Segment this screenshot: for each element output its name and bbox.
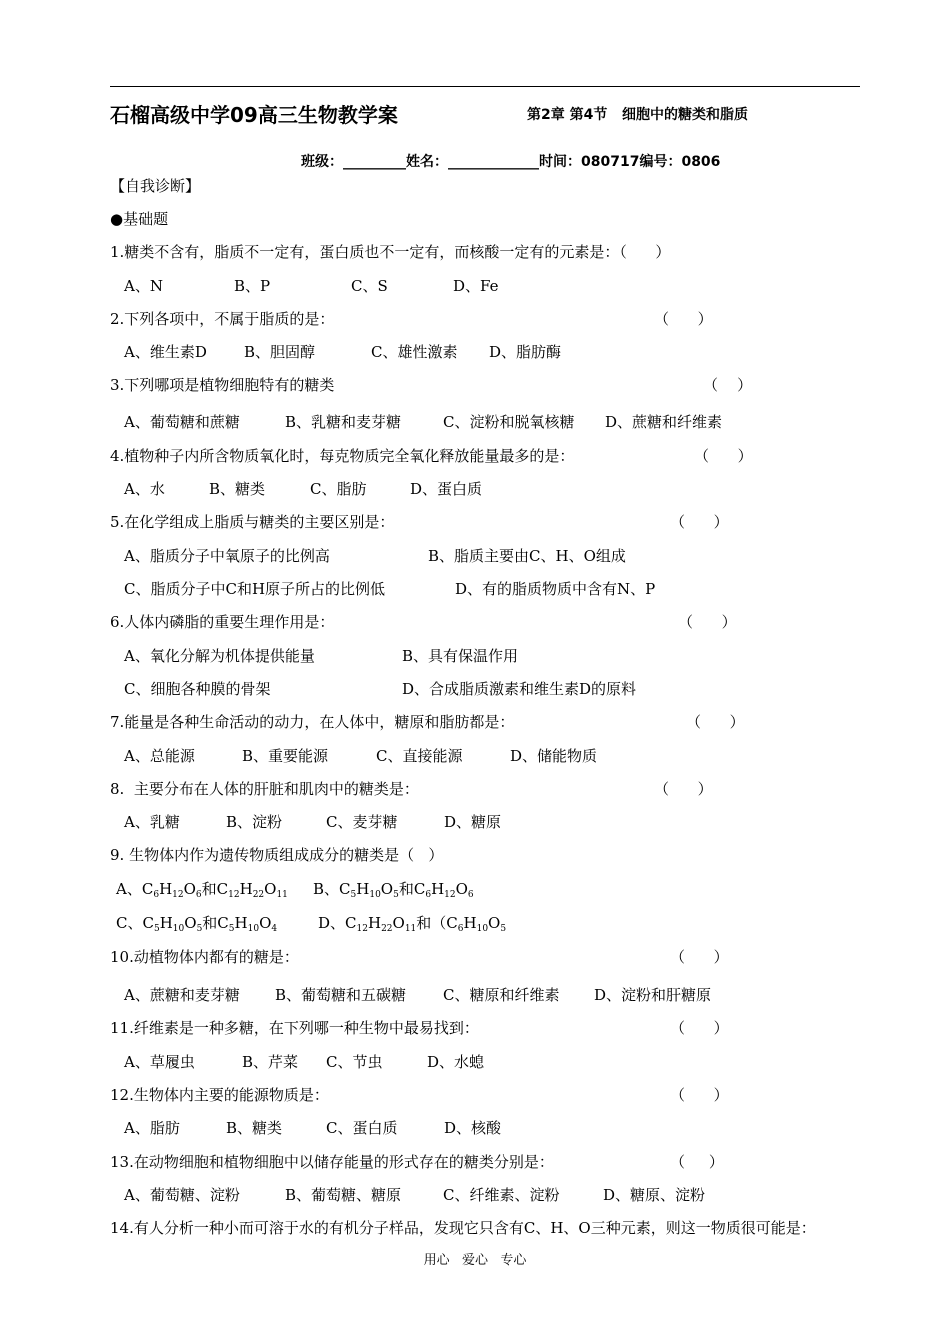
question-5-option-b: B、脂质主要由C、H、O组成 (428, 547, 626, 565)
question-2-option-d: D、脂肪酶 (489, 343, 562, 361)
formula-part: H (159, 880, 173, 898)
question-3-option-d: D、蔗糖和纤维素 (605, 413, 723, 431)
question-9-option-c (116, 913, 277, 939)
question-9-option-b (313, 879, 474, 905)
formula-sub: 6 (467, 890, 474, 900)
formula-sub: 22 (381, 924, 393, 934)
formula-sub: 5 (350, 890, 357, 900)
formula-part: H (239, 880, 253, 898)
formula-part: H (463, 914, 477, 932)
question-9-option-d (318, 913, 506, 939)
formula-sub: 4 (271, 924, 278, 934)
question-5-stem: 5.在化学组成上脂质与糖类的主要区别是： (110, 513, 395, 531)
question-1-stem: 1.糖类不含有，脂质不一定有，蛋白质也不一定有，而核酸一定有的元素是：（ ） (110, 243, 671, 261)
question-4-option-a: A、水 (124, 480, 165, 498)
formula-sub: 6 (153, 890, 160, 900)
question-7-option-c: C、直接能源 (376, 747, 463, 765)
question-11-option-c: C、节虫 (326, 1053, 383, 1071)
formula-sub: 6 (457, 924, 464, 934)
question-2-option-a: A、维生素D (124, 343, 207, 361)
question-8-option-c: C、麦芽糖 (326, 813, 398, 831)
question-13-stem: 13.在动物细胞和植物细胞中以储存能量的形式存在的糖类分别是： (110, 1153, 554, 1171)
question-11-option-b: B、芹菜 (242, 1053, 299, 1071)
question-3-option-b: B、乳糖和麦芽糖 (285, 413, 402, 431)
question-1-option-b: B、P (234, 277, 271, 295)
formula-sub: 6 (195, 890, 202, 900)
question-4-option-d: D、蛋白质 (410, 480, 483, 498)
question-7-option-b: B、重要能源 (242, 747, 329, 765)
question-10-stem: 10.动植物体内都有的糖是： (110, 948, 299, 966)
student-info-line: 班级：_________姓名：_____________时间：080717编号：0806 (301, 154, 721, 170)
formula-sub: 11 (276, 890, 288, 900)
formula-sub: 10 (476, 924, 489, 934)
question-13-option-b: B、葡萄糖、糖原 (285, 1186, 402, 1204)
formula-part: H (367, 914, 382, 932)
question-6-option-a: A、氧化分解为机体提供能量 (124, 647, 315, 665)
question-13-option-d: D、糖原、淀粉 (603, 1186, 706, 1204)
question-3-option-a: A、葡萄糖和蔗糖 (124, 413, 240, 431)
question-10-option-c: C、糖原和纤维素 (443, 986, 560, 1004)
question-2-answer-paren: （ ） (654, 310, 713, 328)
document-title: 石榴高级中学09高三生物教学案 (110, 103, 398, 127)
question-8-option-a: A、乳糖 (124, 813, 180, 831)
question-2-option-c: C、雄性激素 (371, 343, 458, 361)
question-5-answer-paren: （ ） (670, 513, 729, 531)
question-4-option-c: C、脂肪 (310, 480, 367, 498)
formula-part: O (455, 880, 468, 898)
question-1-option-a: A、N (124, 277, 163, 295)
question-4-answer-paren: （ ） (694, 447, 753, 465)
question-6-option-d: D、合成脂质激素和维生素D的原料 (402, 680, 637, 698)
question-12-answer-paren: （ ） (670, 1086, 729, 1104)
question-9-stem: 9. 生物体内作为遗传物质组成成分的糖类是（ ） (110, 846, 444, 864)
question-10-option-b: B、葡萄糖和五碳糖 (275, 986, 407, 1004)
formula-sub: 12 (228, 890, 240, 900)
formula-sub: 5 (153, 924, 160, 934)
formula-sub: 5 (500, 924, 507, 934)
question-10-option-d: D、淀粉和肝糖原 (594, 986, 712, 1004)
formula-part: O (183, 880, 196, 898)
question-12-option-c: C、蛋白质 (326, 1119, 398, 1137)
question-6-option-c: C、细胞各种膜的骨架 (124, 680, 271, 698)
question-7-answer-paren: （ ） (686, 713, 745, 731)
question-10-option-a: A、蔗糖和麦芽糖 (124, 986, 240, 1004)
question-3-stem: 3.下列哪项是植物细胞特有的糖类 (110, 376, 335, 394)
question-11-option-d: D、水螅 (427, 1053, 485, 1071)
question-3-option-c: C、淀粉和脱氧核糖 (443, 413, 575, 431)
question-4-stem: 4.植物种子内所含物质氧化时，每克物质完全氧化释放能量最多的是： (110, 447, 575, 465)
formula-part: O (259, 914, 272, 932)
question-1-option-c: C、S (351, 277, 388, 295)
question-10-answer-paren: （ ） (670, 948, 729, 966)
formula-part: O (264, 880, 277, 898)
question-2-stem: 2.下列各项中，不属于脂质的是： (110, 310, 335, 328)
formula-part: H (431, 880, 445, 898)
formula-part: B、C (313, 880, 351, 898)
formula-part: O (488, 914, 501, 932)
question-8-answer-paren: （ ） (654, 780, 713, 798)
formula-part: C (141, 880, 154, 898)
formula-part: 和C (398, 880, 426, 898)
formula-sub: 12 (172, 890, 184, 900)
formula-sub: 6 (425, 890, 432, 900)
formula-part: H (234, 914, 248, 932)
option-letter: A、 (116, 880, 142, 898)
formula-sub: 5 (393, 890, 399, 900)
section-self-diagnosis: 【自我诊断】 (110, 177, 201, 195)
question-8-option-b: B、淀粉 (226, 813, 283, 831)
formula-sub: 10 (247, 924, 260, 934)
question-9-option-a (116, 879, 288, 905)
question-5-option-a: A、脂质分子中氧原子的比例高 (124, 547, 330, 565)
formula-sub: 5 (196, 924, 203, 934)
section-basic: ●基础题 (110, 210, 169, 228)
formula-sub: 12 (444, 890, 456, 900)
question-7-option-a: A、总能源 (124, 747, 195, 765)
question-11-answer-paren: （ ） (670, 1019, 729, 1037)
question-6-answer-paren: （ ） (678, 613, 737, 631)
formula-sub: 22 (252, 890, 265, 900)
question-2-option-b: B、胆固醇 (244, 343, 316, 361)
question-12-stem: 12.生物体内主要的能源物质是： (110, 1086, 329, 1104)
formula-part: H (159, 914, 173, 932)
formula-part: H (356, 880, 370, 898)
formula-part: 和（C (416, 914, 458, 932)
question-11-stem: 11.纤维素是一种多糖，在下列哪一种生物中最易找到： (110, 1019, 479, 1037)
formula-part: O (392, 914, 405, 932)
question-13-option-c: C、纤维素、淀粉 (443, 1186, 560, 1204)
page-footer: 用心 爱心 专心 (423, 1253, 527, 1268)
question-3-answer-paren: （ ） (703, 376, 753, 394)
question-13-option-a: A、葡萄糖、淀粉 (124, 1186, 240, 1204)
header-rule (110, 86, 860, 87)
formula-sub: 5 (228, 924, 235, 934)
question-12-option-b: B、糖类 (226, 1119, 283, 1137)
question-8-stem: 8. 主要分布在人体的肝脏和肌肉中的糖类是： (110, 780, 419, 798)
question-4-option-b: B、糖类 (209, 480, 266, 498)
question-6-option-b: B、具有保温作用 (402, 647, 519, 665)
question-7-option-d: D、储能物质 (510, 747, 598, 765)
formula-part: D、C (318, 914, 357, 932)
question-12-option-d: D、核酸 (444, 1119, 502, 1137)
question-6-stem: 6.人体内磷脂的重要生理作用是： (110, 613, 335, 631)
formula-part: O (380, 880, 394, 898)
question-8-option-d: D、糖原 (444, 813, 502, 831)
formula-part: C、C (116, 914, 154, 932)
question-14-stem: 14.有人分析一种小而可溶于水的有机分子样品，发现它只含有C、H、O三种元素，则这一物质很可能是： (110, 1219, 816, 1237)
question-1-option-d: D、Fe (453, 277, 499, 295)
formula-sub: 11 (404, 924, 417, 934)
question-13-answer-paren: （ ） (670, 1153, 724, 1171)
question-11-option-a: A、草履虫 (124, 1053, 195, 1071)
question-7-stem: 7.能量是各种生命活动的动力，在人体中，糖原和脂肪都是： (110, 713, 515, 731)
formula-sub: 10 (369, 890, 381, 900)
question-5-option-d: D、有的脂质物质中含有N、P (455, 580, 656, 598)
chapter-title: 第2章 第4节 细胞中的糖类和脂质 (527, 107, 748, 123)
question-12-option-a: A、脂肪 (124, 1119, 180, 1137)
formula-part: 和C (202, 914, 229, 932)
formula-part: 和C (201, 880, 229, 898)
question-5-option-c: C、脂质分子中C和H原子所占的比例低 (124, 580, 386, 598)
formula-sub: 12 (356, 924, 368, 934)
formula-part: O (184, 914, 197, 932)
formula-sub: 10 (172, 924, 185, 934)
